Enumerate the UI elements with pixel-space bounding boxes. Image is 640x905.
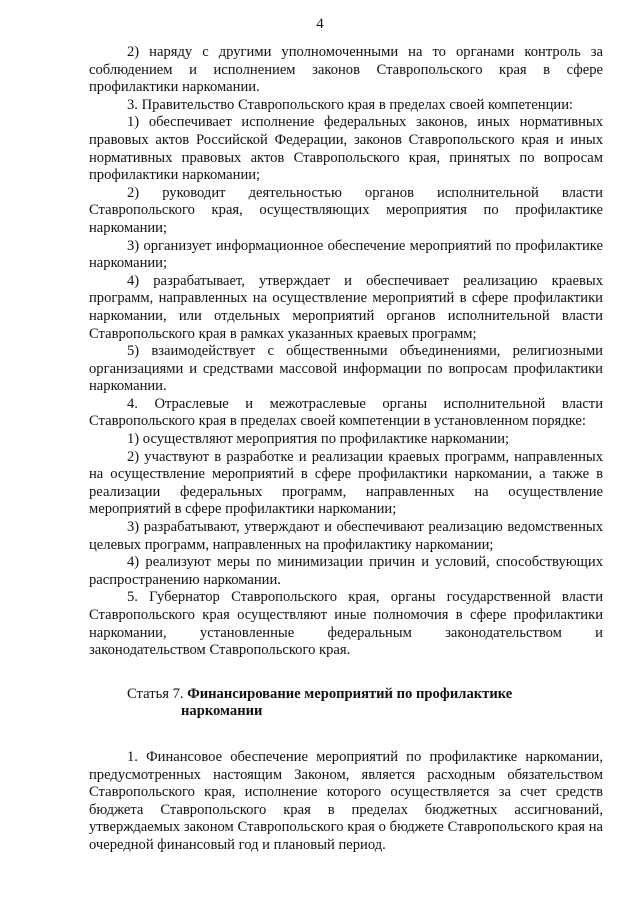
article-title-line2: наркомании — [181, 703, 263, 720]
article-paragraph: 1. Финансовое обеспечение мероприятий по профилактике наркомании, предусмотренных настоящим Законом, является расходным обязательством Ставропольского края, исполнение которого осуществляется за счет средств бюджета Ставропольского края в пределах бюджетных ассигнований, утверждаемых законом Ставропольского края о бюджете Ставропольского края на очередной финансовый год и плановый период. — [89, 748, 603, 853]
paragraph: 1) осуществляют мероприятия по профилактике наркомании; — [127, 431, 510, 448]
paragraph: 1) обеспечивает исполнение федеральных законов, иных нормативных правовых актов Российской Федерации, законов Ставропольского края и иных нормативных правовых актов Ставропольского края, принятых по вопросам профилактики наркомании; — [89, 114, 603, 184]
paragraph: 4) разрабатывает, утверждает и обеспечивает реализацию краевых программ, направленных на осуществление мероприятий в сфере профилактики наркомании, или отдельных мероприятий органов исполнительной власти Ставропольского края в рамках указанных краевых программ; — [89, 272, 603, 342]
page-number: 4 — [316, 16, 324, 32]
paragraph: 4. Отраслевые и межотраслевые органы исполнительной власти Ставропольского края в пределах своей компетенции в установленном порядке: — [89, 395, 603, 430]
paragraph: 5) взаимодействует с общественными объединениями, религиозными организациями и средствами массовой информации по вопросам профилактики наркомании. — [89, 343, 603, 395]
paragraph: 2) руководит деятельностью органов исполнительной власти Ставропольского края, осуществляющих мероприятия по профилактике наркомании; — [89, 184, 603, 236]
document-body — [89, 44, 603, 855]
paragraph: 2) наряду с другими уполномоченными на то органами контроль за соблюдением и исполнением законов Ставропольского края в сфере профилактики наркомании. — [89, 44, 603, 96]
article-heading — [89, 686, 603, 721]
paragraph: 4) реализуют меры по минимизации причин и условий, способствующих распространению наркомании. — [89, 554, 603, 588]
paragraph: 3. Правительство Ставропольского края в пределах своей компетенции: — [127, 96, 574, 113]
article-title-line1: Финансирование мероприятий по профилактике — [187, 685, 513, 702]
paragraph: 5. Губернатор Ставропольского края, органы государственной власти Ставропольского края осуществляют иные полномочия в сфере профилактики наркомании, установленные федеральным законодательством и законодательством Ставропольского края. — [89, 589, 603, 659]
paragraph: 2) участвуют в разработке и реализации краевых программ, направленных на осуществление мероприятий в сфере профилактики наркомании, а также в реализации федеральных программ, направленных на осуществление мероприятий в сфере профилактики наркомании; — [89, 448, 603, 518]
paragraph: 3) организует информационное обеспечение мероприятий по профилактике наркомании; — [89, 237, 603, 272]
paragraph: 3) разрабатывают, утверждают и обеспечивают реализацию ведомственных целевых программ, направленных на профилактику наркомании; — [89, 519, 603, 553]
article-heading-line1 — [127, 686, 603, 704]
article-prefix: Статья 7. — [127, 685, 188, 702]
